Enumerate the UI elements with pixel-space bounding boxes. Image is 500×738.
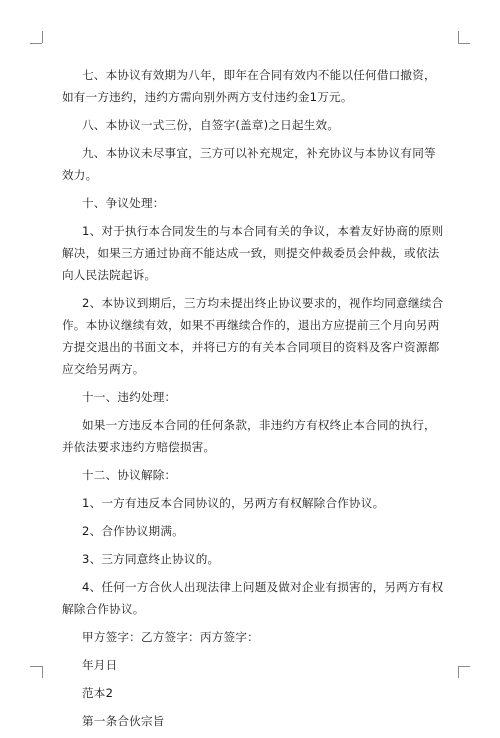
heading-dispute-handling: 十、争议处理： (82, 196, 165, 210)
paragraph-dispute-1: 1、对于执行本合同发生的与本合同有关的争议，本着友好协商的原则解决，如果三方通过协商不能达成一致，则提交仲裁委员会仲裁，或依法向人民法院起诉。 (62, 224, 444, 282)
crop-mark-top-left-v (42, 31, 43, 43)
paragraph-clause-9: 九、本协议未尽事宜，三方可以补充规定，补充协议与本协议有同等效力。 (62, 146, 436, 182)
heading-breach-handling: 十一、违约处理： (82, 390, 177, 404)
paragraph-clause-8: 八、本协议一式三份，自签字(盖章)之日起生效。 (82, 118, 340, 132)
paragraph-clause-7: 七、本协议有效期为八年，即年在合同有效内不能以任何借口撤资，如有一方违约，违约方需向别外两方支付违约金1万元。 (62, 68, 436, 104)
article-1-heading: 第一条合伙宗旨 (82, 714, 165, 728)
paragraph-dispute-2: 2、本协议到期后，三方均未提出终止协议要求的，视作均同意继续合作。本协议继续有效，如果不再继续合作的，退出方应提前三个月向另两方提交退出的书面文本，并将已方的有关本合同项目的资料及客户资源都应交给另两方。 (62, 296, 444, 376)
document-body (62, 64, 444, 738)
paragraph-termination-3: 3、三方同意终止协议的。 (82, 552, 220, 566)
paragraph-termination-4: 4、任何一方合伙人出现法律上问题及做对企业有损害的，另两方有权解除合作协议。 (62, 580, 444, 616)
date-line: 年月日 (82, 658, 118, 672)
paragraph-termination-2: 2、合作协议期满。 (82, 524, 184, 538)
signature-line: 甲方签字：乙方签字：丙方签字： (82, 630, 259, 644)
crop-mark-bottom-right-h (458, 666, 470, 667)
crop-mark-bottom-left-v (42, 666, 43, 678)
crop-mark-top-right-h (458, 43, 470, 44)
paragraph-termination-1: 1、一方有违反本合同协议的，另两方有权解除合作协议。 (82, 496, 385, 510)
crop-mark-bottom-right-v (458, 666, 459, 678)
paragraph-breach: 如果一方违反本合同的任何条款，非违约方有权终止本合同的执行，并依法要求违约方赔偿损害。 (62, 418, 436, 454)
heading-termination: 十二、协议解除： (82, 468, 177, 482)
crop-mark-top-left-h (30, 43, 42, 44)
crop-mark-bottom-left-h (30, 666, 42, 667)
crop-mark-top-right-v (458, 31, 459, 43)
template-2-heading: 范本2 (82, 686, 114, 700)
